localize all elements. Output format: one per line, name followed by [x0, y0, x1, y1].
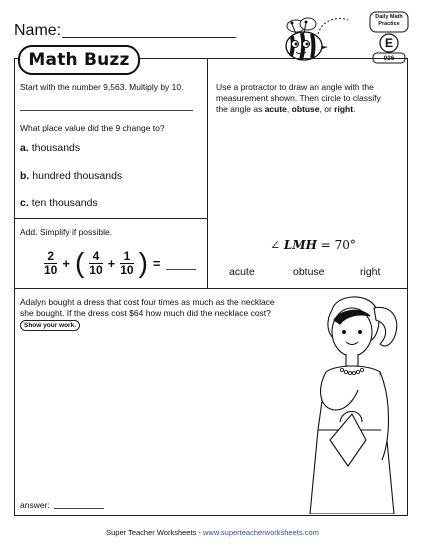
denominator: 10	[44, 262, 58, 277]
option-letter: a.	[20, 142, 29, 154]
footer	[0, 528, 425, 537]
right-paren: )	[138, 247, 148, 278]
problem4-answer-line[interactable]	[54, 508, 104, 509]
name-label: Name:	[14, 22, 62, 39]
numerator: 2	[47, 248, 55, 263]
problem1-option-b[interactable]	[20, 170, 122, 182]
divider-horizontal-left	[14, 218, 208, 219]
option-text: thousands	[31, 142, 81, 154]
choice-acute[interactable]: acute	[229, 266, 255, 278]
show-your-work-label: Show your work.	[20, 320, 80, 331]
option-text: ten thousands	[31, 197, 98, 209]
problem2-prompt	[216, 82, 402, 115]
option-letter: b.	[20, 170, 30, 182]
problem1-option-c[interactable]	[20, 197, 98, 209]
option-letter: c.	[20, 197, 29, 209]
angle-value: = 70°	[316, 238, 356, 252]
separator: , or	[319, 104, 335, 114]
problem3-prompt: Add. Simplify if possible.	[20, 227, 113, 237]
obtuse-keyword: obtuse	[291, 104, 320, 114]
problem1-option-a[interactable]	[20, 142, 80, 154]
option-text: hundred thousands	[32, 170, 123, 182]
numerator: 4	[92, 248, 100, 263]
problem4-line1: Adalyn bought a dress that cost four times as much as the necklace	[20, 297, 275, 307]
problem2-line2: measurement shown. Then circle to classify	[216, 93, 381, 103]
fraction-expression	[44, 249, 196, 277]
left-paren: (	[74, 247, 85, 278]
problem3-answer-line[interactable]	[166, 257, 196, 270]
fraction-3	[120, 250, 133, 277]
footer-prefix: Super Teacher Worksheets -	[106, 528, 203, 537]
worksheet-title-text: Math Buzz	[28, 50, 130, 70]
problem4-line2: she bought. If the dress cost $64 how much did the necklace cost?	[20, 308, 271, 318]
angle-name: LMH	[283, 238, 317, 252]
denominator: 10	[120, 262, 134, 277]
fraction-2	[89, 250, 102, 277]
fraction-1	[44, 250, 57, 277]
girl-illustration	[296, 290, 408, 514]
name-input-line[interactable]	[62, 37, 236, 38]
problem1-question: What place value did the 9 change to?	[20, 123, 165, 133]
equals-sign: =	[152, 255, 161, 271]
choice-right[interactable]: right	[360, 266, 381, 278]
right-keyword: right	[334, 104, 354, 114]
badge-level-letter: E	[384, 36, 393, 50]
problem2-line3	[216, 104, 402, 115]
problem2-line1: Use a protractor to draw an angle with the	[216, 82, 374, 92]
badge-sheet-number: 036	[383, 54, 395, 62]
answer-label: answer:	[20, 500, 50, 510]
separator: ,	[286, 104, 292, 114]
badge-label-mid: Practice	[378, 21, 400, 27]
divider-vertical	[207, 58, 208, 288]
divider-horizontal-full	[14, 288, 408, 289]
footer-link[interactable]: www.superteacherworksheets.com	[202, 528, 319, 537]
acute-keyword: acute	[264, 104, 287, 114]
problem4-prompt	[20, 297, 320, 319]
worksheet-title	[18, 45, 140, 75]
choice-obtuse[interactable]: obtuse	[293, 266, 325, 278]
period: .	[353, 104, 356, 114]
angle-measure	[270, 238, 356, 252]
denominator: 10	[89, 262, 103, 277]
numerator: 1	[123, 248, 131, 263]
plus-sign: +	[62, 255, 70, 271]
problem1-prompt: Start with the number 9,563. Multiply by 10.	[20, 82, 184, 92]
angle-symbol: ∠	[270, 238, 281, 252]
badge-label-top: Daily Math	[375, 14, 403, 20]
problem2-line3-text: the angle as	[216, 104, 265, 114]
problem1-answer-line[interactable]	[20, 110, 193, 111]
plus-sign: +	[107, 255, 116, 271]
